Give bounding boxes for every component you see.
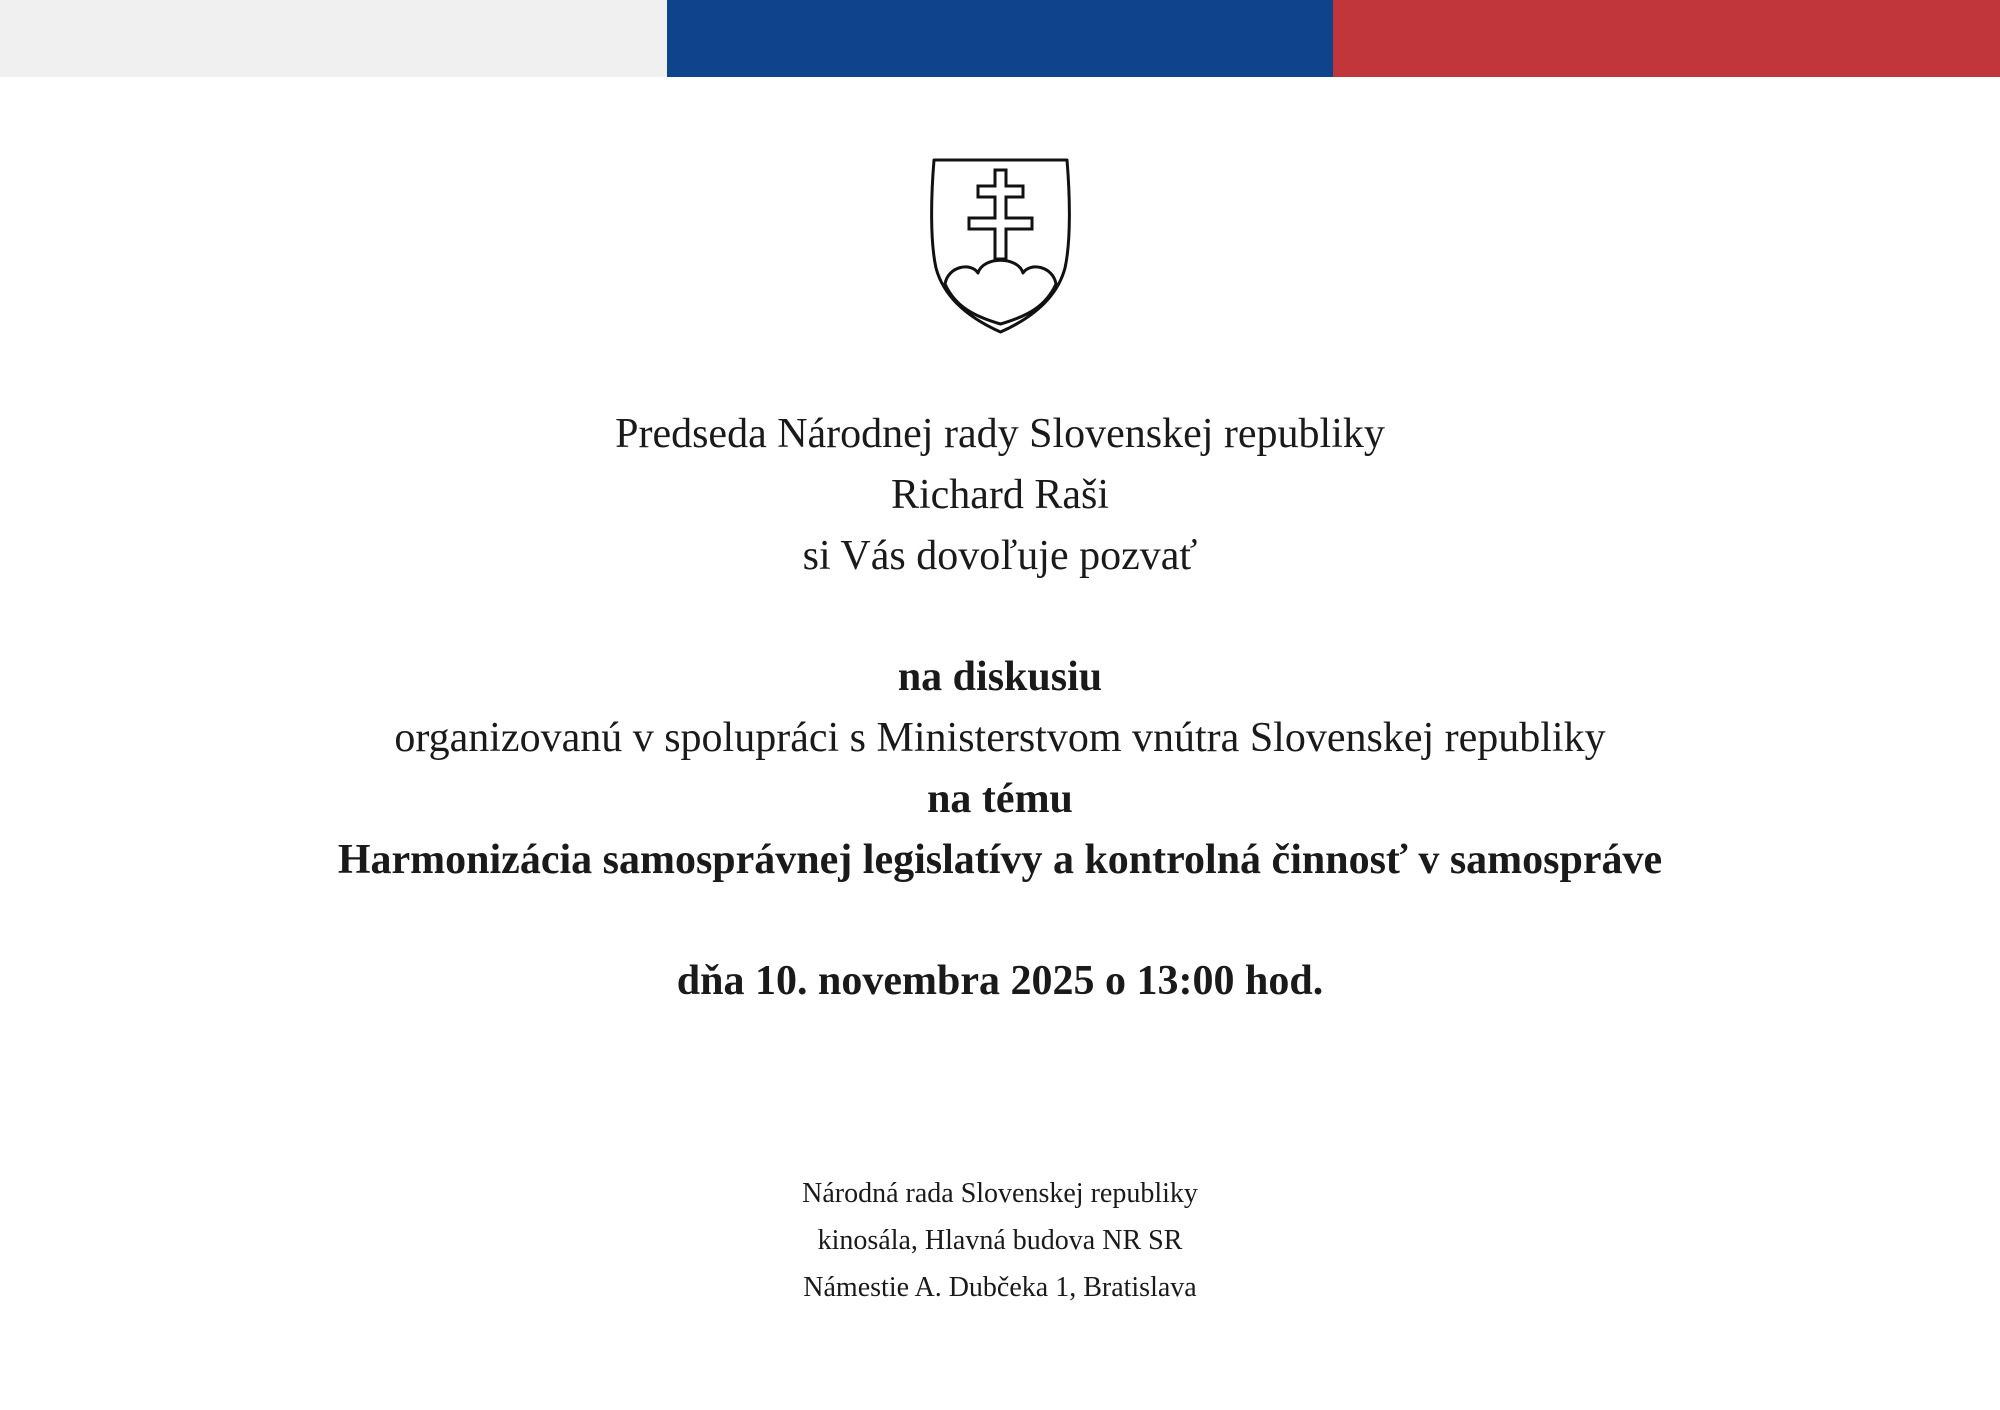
venue-address: Námestie A. Dubčeka 1, Bratislava <box>803 1272 1197 1303</box>
invitation-host-title: Predseda Národnej rady Slovenskej republiky <box>615 411 1385 457</box>
flag-color-bar <box>0 0 2000 77</box>
flag-stripe-red <box>1333 0 2000 77</box>
venue-room: kinosála, Hlavná budova NR SR <box>817 1225 1183 1256</box>
event-type: na diskusiu <box>897 654 1103 700</box>
flag-stripe-blue <box>667 0 1334 77</box>
invitation-host-name: Richard Raši <box>890 472 1110 518</box>
flag-stripe-white <box>0 0 667 77</box>
event-date-time: dňa 10. novembra 2025 o 13:00 hod. <box>676 958 1324 1004</box>
slovak-coat-of-arms-icon <box>928 156 1073 334</box>
venue-institution: Národná rada Slovenskej republiky <box>802 1178 1198 1209</box>
event-topic-label: na tému <box>927 776 1073 822</box>
event-topic-title: Harmonizácia samosprávnej legislatívy a kontrolná činnosť v samospráve <box>337 837 1663 883</box>
event-organizer-text: organizovanú v spolupráci s Ministerstvom vnútra Slovenskej republiky <box>394 715 1606 761</box>
invitation-invite-text: si Vás dovoľuje pozvať <box>802 533 1198 579</box>
